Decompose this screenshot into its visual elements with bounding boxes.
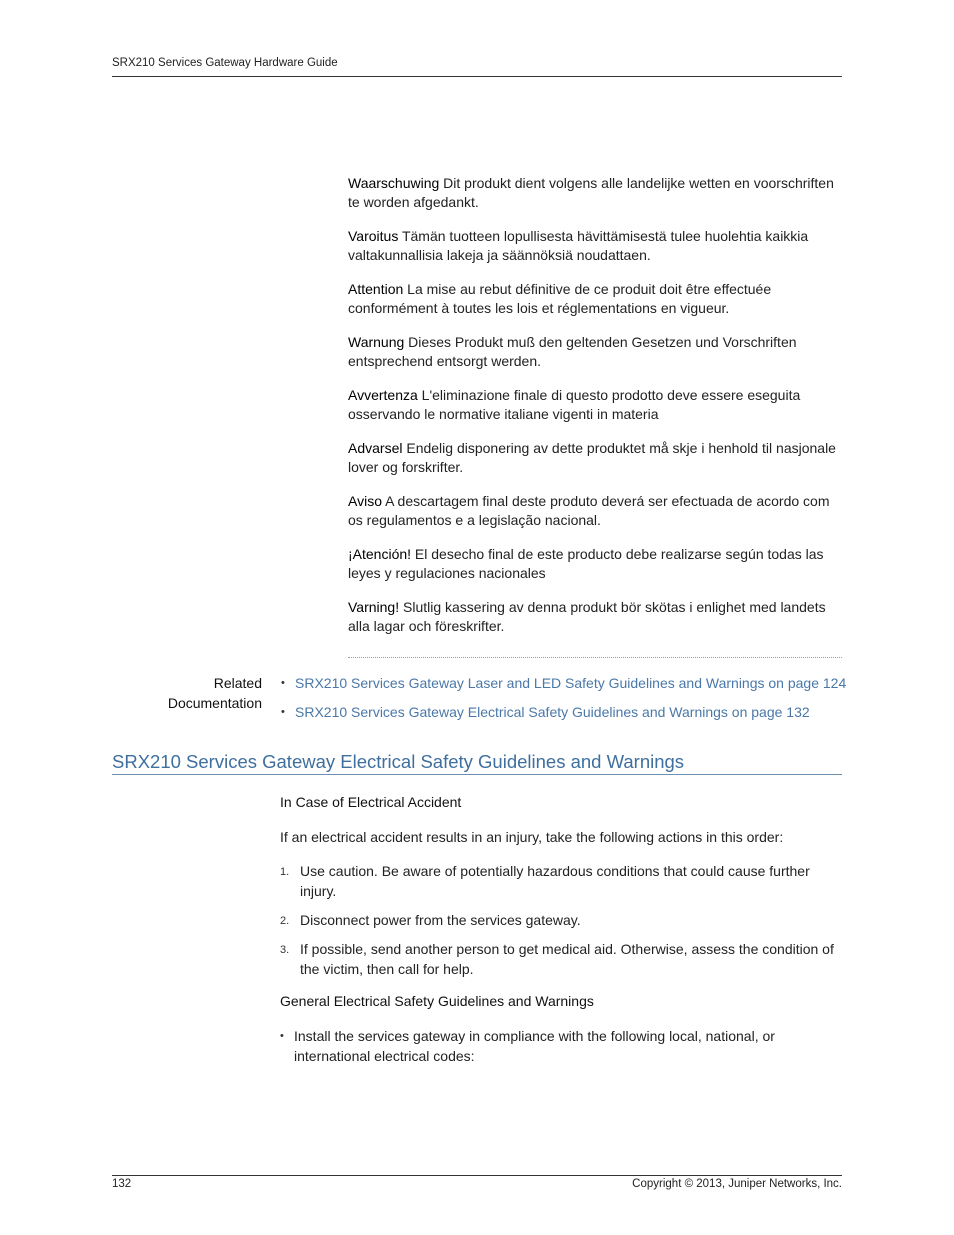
footer-rule <box>112 1175 842 1176</box>
related-documentation-label: Related Documentation <box>167 675 262 711</box>
related-documentation-list <box>281 673 851 731</box>
bullet-icon: • <box>281 677 285 689</box>
header-rule <box>112 76 842 77</box>
disposal-warnings <box>348 174 842 651</box>
dotted-divider <box>348 657 842 658</box>
warning-norwegian: Advarsel Endelig disponering av dette produktet må skje i henhold til nasjonale lover og forskrifter. <box>348 440 836 475</box>
warning-finnish: Varoitus Tämän tuotteen lopullisesta hävittämisestä tulee huolehtia kaikkia valtakunnallisia lakeja ja säännöksiä noudattaen. <box>348 228 809 263</box>
running-header: SRX210 Services Gateway Hardware Guide <box>112 57 338 69</box>
warning-portuguese: Aviso A descartagem final deste produto deverá ser efectuada de acordo com os regulamentos e a legislação nacional. <box>348 493 830 528</box>
section-heading: SRX210 Services Gateway Electrical Safety Guidelines and Warnings <box>112 750 842 775</box>
warning-swedish: Varning! Slutlig kassering av denna produkt bör skötas i enlighet med landets alla lagar och föreskrifter. <box>348 599 826 634</box>
bullet-icon: • <box>281 706 285 718</box>
general-safety-list <box>280 1026 842 1066</box>
warning-spanish: ¡Atención! El desecho final de este producto debe realizarse según todas las leyes y regulaciones nacionales <box>348 546 824 581</box>
intro-paragraph: If an electrical accident results in an injury, take the following actions in this order: <box>280 829 784 845</box>
subheading-electrical-accident: In Case of Electrical Accident <box>280 794 462 810</box>
warning-french: Attention La mise au rebut définitive de ce produit doit être effectuée conformément à toutes les lois et réglementations en vigueur. <box>348 281 772 316</box>
related-link-laser-led[interactable]: SRX210 Services Gateway Laser and LED Safety Guidelines and Warnings on page 124 <box>295 675 847 691</box>
warning-italian: Avvertenza L'eliminazione finale di questo prodotto deve essere eseguita osservando le normative italiane vigenti in materia <box>348 387 801 422</box>
bullet-icon: • <box>280 1030 284 1042</box>
warning-dutch: Waarschuwing Dit produkt dient volgens alle landelijke wetten en voorschriften te worden afgedankt. <box>348 175 834 210</box>
accident-steps-list <box>280 861 842 988</box>
list-item: • Install the services gateway in compliance with the following local, national, or international electrical codes: <box>280 1028 775 1064</box>
list-item <box>281 673 851 693</box>
list-item: 2. Disconnect power from the services gateway. <box>280 912 581 928</box>
copyright-notice: Copyright © 2013, Juniper Networks, Inc. <box>632 1178 842 1190</box>
list-item: 3. If possible, send another person to get medical aid. Otherwise, assess the condition of the victim, then call for help. <box>280 941 834 977</box>
list-item: 1. Use caution. Be aware of potentially hazardous conditions that could cause further injury. <box>280 863 810 899</box>
list-item <box>281 702 851 722</box>
subheading-general-safety: General Electrical Safety Guidelines and Warnings <box>280 993 594 1009</box>
page-number: 132 <box>112 1178 132 1190</box>
related-link-electrical[interactable]: SRX210 Services Gateway Electrical Safety Guidelines and Warnings on page 132 <box>295 704 810 720</box>
warning-german: Warnung Dieses Produkt muß den geltenden Gesetzen und Vorschriften entsprechend entsorgt werden. <box>348 334 797 369</box>
